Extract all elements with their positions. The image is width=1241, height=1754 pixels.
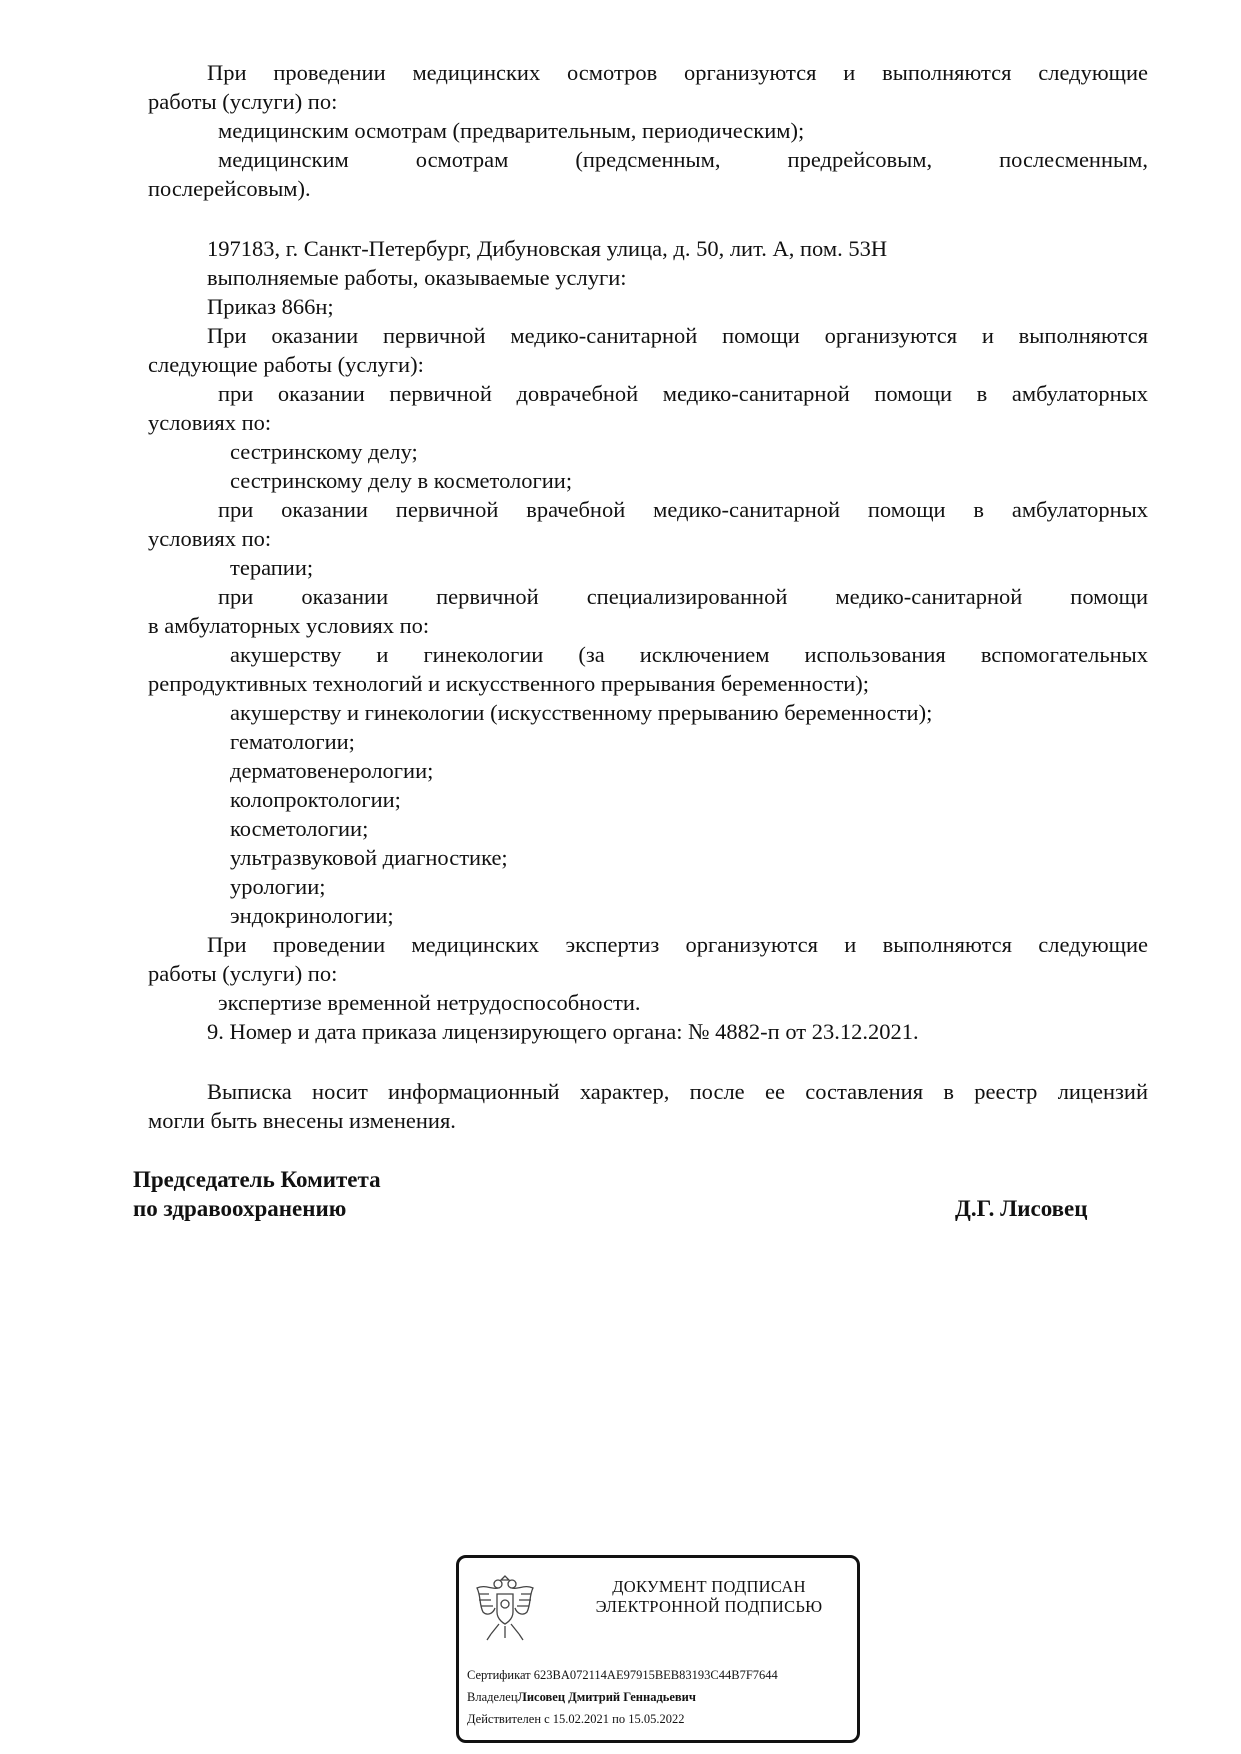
owner-label: Владелец — [467, 1690, 518, 1704]
list-item: колопроктологии; — [230, 787, 401, 812]
list-item: гематологии; — [230, 729, 355, 754]
list-item: дерматовенерологии; — [230, 758, 434, 783]
list-item: сестринскому делу; — [230, 439, 418, 464]
paragraph-line: работы (услуги) по: — [148, 961, 338, 986]
paragraph-line: работы (услуги) по: — [148, 89, 338, 114]
list-item: урологии; — [230, 874, 326, 899]
paragraph-line: в амбулаторных условиях по: — [148, 613, 430, 638]
paragraph-line: послерейсовым). — [148, 176, 311, 201]
list-item: ультразвуковой диагностике; — [230, 845, 508, 870]
paragraph-line: при оказании первичной доврачебной медико-санитарной помощи в амбулаторных — [218, 381, 1148, 406]
list-item: акушерству и гинекологии (искусственному прерыванию беременности); — [230, 700, 933, 725]
list-item: медицинским осмотрам (предварительным, периодическим); — [218, 118, 805, 143]
order-number-line: 9. Номер и дата приказа лицензирующего органа: № 4882-п от 23.12.2021. — [207, 1019, 919, 1044]
russian-coat-of-arms-icon — [471, 1570, 539, 1648]
e-signature-stamp — [456, 1555, 860, 1743]
owner-line — [467, 1689, 696, 1705]
list-item: экспертизе временной нетрудоспособности. — [218, 990, 641, 1015]
list-item: акушерству и гинекологии (за исключением использования вспомогательных — [230, 642, 1148, 667]
paragraph-line: условиях по: — [148, 526, 272, 551]
signature-title: ДОКУМЕНТ ПОДПИСАН — [612, 1577, 806, 1596]
paragraph-line: Приказ 866н; — [207, 294, 334, 319]
paragraph-line: при оказании первичной врачебной медико-санитарной помощи в амбулаторных — [218, 497, 1148, 522]
certificate-number: 623BA072114AE97915BEB83193C44B7F7644 — [533, 1668, 778, 1682]
paragraph-line: следующие работы (услуги): — [148, 352, 424, 377]
disclaimer-line: Выписка носит информационный характер, после ее составления в реестр лицензий — [207, 1079, 1148, 1104]
signature-title: ЭЛЕКТРОННОЙ ПОДПИСЬЮ — [595, 1597, 823, 1616]
list-item: репродуктивных технологий и искусственного прерывания беременности); — [148, 671, 869, 696]
list-item: медицинским осмотрам (предсменным, предрейсовым, послесменным, — [218, 147, 1148, 172]
list-item: эндокринологии; — [230, 903, 394, 928]
list-item: терапии; — [230, 555, 314, 580]
certificate-line — [467, 1667, 778, 1683]
validity-line: Действителен с 15.02.2021 по 15.05.2022 — [467, 1712, 685, 1726]
paragraph-line: условиях по: — [148, 410, 272, 435]
list-item: сестринскому делу в косметологии; — [230, 468, 573, 493]
signatory-position: по здравоохранению — [133, 1196, 347, 1221]
paragraph-line: при оказании первичной специализированной медико-санитарной помощи — [218, 584, 1148, 609]
address-line: 197183, г. Санкт-Петербург, Дибуновская улица, д. 50, лит. А, пом. 53Н — [207, 236, 888, 261]
paragraph-line: При проведении медицинских осмотров организуются и выполняются следующие — [207, 60, 1148, 85]
signatory-name: Д.Г. Лисовец — [955, 1196, 1088, 1221]
certificate-label: Сертификат — [467, 1668, 531, 1682]
paragraph-line: выполняемые работы, оказываемые услуги: — [207, 265, 627, 290]
owner-name: Лисовец Дмитрий Геннадьевич — [517, 1690, 696, 1704]
disclaimer-line: могли быть внесены изменения. — [148, 1108, 456, 1133]
paragraph-line: При оказании первичной медико-санитарной помощи организуются и выполняются — [207, 323, 1148, 348]
paragraph-line: При проведении медицинских экспертиз организуются и выполняются следующие — [207, 932, 1148, 957]
signatory-position: Председатель Комитета — [133, 1167, 381, 1192]
list-item: косметологии; — [230, 816, 369, 841]
